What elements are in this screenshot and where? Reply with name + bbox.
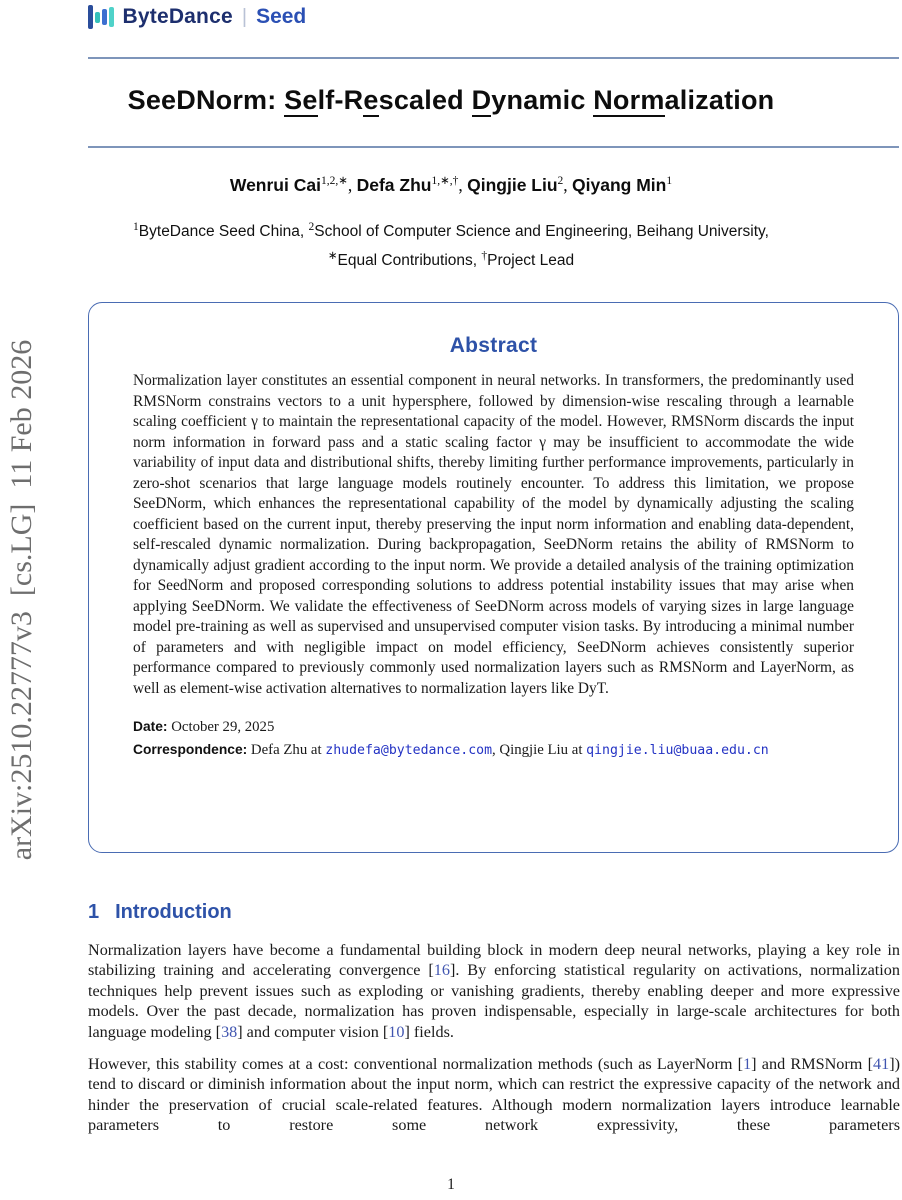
correspondence-text: Defa Zhu at [247, 741, 326, 758]
body-text: ] fields. [404, 1022, 454, 1041]
abstract-box [88, 302, 899, 853]
correspondence-line [133, 739, 854, 762]
author-affil-sup: 2 [557, 175, 564, 187]
author-name: Defa Zhu [356, 174, 432, 195]
body-text: Normalization layers have become a fundamental building block in modern deep neural networks, playing a key role in stabilizing training and accelerating convergence [ [88, 941, 900, 980]
abstract-heading: Abstract [449, 334, 538, 357]
section-heading [88, 901, 232, 924]
email-link[interactable]: zhudefa@bytedance.com [325, 742, 493, 758]
correspondence-text: , Qingjie Liu at [492, 741, 587, 758]
body-text: ] and RMSNorm [ [751, 1055, 874, 1073]
abstract-meta [133, 716, 854, 761]
author-separator: , [458, 174, 468, 195]
author-name: Wenrui Cai [229, 174, 321, 195]
affil-text: ByteDance Seed China, [138, 223, 309, 241]
header-rule [88, 57, 899, 59]
body-text: However, this stability comes at a cost: conventional normalization methods (such as LayerNorm [ [88, 1055, 744, 1073]
logo-product-text: Seed [256, 5, 307, 28]
citation-link[interactable]: 1 [743, 1055, 752, 1073]
affil-text: School of Computer Science and Engineering, Beihang University, [314, 223, 769, 241]
author-separator: , [347, 174, 357, 195]
date-line [133, 716, 854, 739]
date-label: Date: [133, 719, 168, 734]
citation-link[interactable]: 38 [221, 1022, 238, 1041]
title-seg-underlined: D [471, 85, 492, 115]
title-seg-underlined: Norm [593, 85, 665, 115]
affiliation-line-2 [0, 244, 902, 273]
author-name: Qiyang Min [572, 174, 667, 195]
author-separator: , [563, 174, 573, 195]
citation-link[interactable]: 16 [433, 961, 450, 980]
author-affil-sup: 1,2,∗ [320, 175, 348, 187]
affil-text: Equal Contributions, [337, 252, 482, 270]
bytedance-seed-logo [88, 4, 306, 30]
body-text: ]) tend to discard or diminish information about the input norm, which can restrict the expressive capacity of the network and hinder the preservation of crucial scale-related features. Although modern normalization layers introduce learnable parameters to restore some network expressivity, these parameters [88, 1055, 900, 1135]
author-affil-sup: 1,∗,† [431, 175, 459, 187]
affiliations [0, 215, 902, 273]
paper-title [0, 85, 902, 116]
date-value: October 29, 2025 [167, 719, 275, 735]
abstract-text: Normalization layer constitutes an essential component in neural networks. In transformers, the predominantly used RMSNorm constrains vectors to a unit hypersphere, followed by dimension-wise rescaling through a learnable scaling coefficient γ to maintain the representational capacity of the model. However, RMSNorm discards the input norm information in forward pass and a static scaling factor γ may be insufficient to accommodate the wide variability of input data and distributional shifts, thereby limiting further performance improvements, particularly in zero-shot scenarios that large language models routinely encounter. To address this limitation, we propose SeeDNorm, which enhances the representational capability of the model by dynamically adjusting the scaling coefficient based on the current input, thereby preserving the input norm information and enabling data-dependent, self-rescaled dynamic normalization. During backpropagation, SeeDNorm retains the ability of RMSNorm to dynamically adjust gradient according to the input norm. We provide a detailed analysis of the training optimization for SeedNorm and proposed corresponding solutions to address potential instability issues that may arise when applying SeeDNorm. We validate the effectiveness of SeeDNorm across models of varying sizes in large language model pre-training as well as supervised and unsupervised computer vision tasks. By introducing a minimal number of parameters and with negligible impact on model efficiency, SeeDNorm achieves consistently superior performance compared to previously commonly used normalization layers such as RMSNorm and LayerNorm, as well as element-wise activation alternatives to normalization layers like DyT. [133, 372, 854, 697]
title-rule [88, 146, 899, 148]
affil-text: Project Lead [487, 252, 575, 270]
title-seg: ynamic [491, 85, 594, 115]
logo-divider: | [241, 5, 248, 28]
title-seg: SeeDNorm: [127, 85, 285, 115]
intro-paragraph-2 [88, 1054, 900, 1136]
title-seg: alization [664, 85, 775, 115]
citation-link[interactable]: 41 [873, 1055, 890, 1073]
arxiv-watermark: arXiv:2510.22777v3 [cs.LG] 11 Feb 2026 [5, 339, 38, 861]
citation-link[interactable]: 10 [388, 1022, 405, 1041]
affil-sup: 1 [133, 221, 139, 233]
body-text: ] and computer vision [ [237, 1022, 389, 1041]
body-text: ]. By enforcing statistical regularity on activations, normalization techniques help prevent issues such as exploding or vanishing gradients, thereby enabling deeper and more expressive models. Over the past decade, normalization has proven indispensable, especially in large-scale architectures for both language modeling [ [88, 961, 900, 1041]
email-link[interactable]: qingjie.liu@buaa.edu.cn [586, 742, 769, 758]
author-affil-sup: 1 [666, 175, 673, 187]
intro-paragraph-1 [88, 940, 900, 1042]
section-number: 1 [88, 901, 100, 923]
bytedance-logo-icon [88, 4, 114, 30]
affiliation-line-1 [0, 215, 902, 244]
title-seg: lf-R [317, 85, 364, 115]
page-number: 1 [447, 1176, 455, 1193]
section-title: Introduction [115, 901, 232, 923]
author-list [0, 173, 902, 196]
author-name: Qingjie Liu [467, 174, 558, 195]
affil-sup: 2 [308, 221, 315, 233]
affil-sup: ∗ [327, 250, 338, 263]
title-seg: scaled [378, 85, 472, 115]
affil-sup: † [481, 250, 488, 263]
title-seg-underlined: Se [284, 85, 318, 115]
logo-brand-text: ByteDance [122, 5, 233, 28]
title-seg-underlined: e [363, 85, 379, 115]
correspondence-label: Correspondence: [133, 741, 248, 757]
